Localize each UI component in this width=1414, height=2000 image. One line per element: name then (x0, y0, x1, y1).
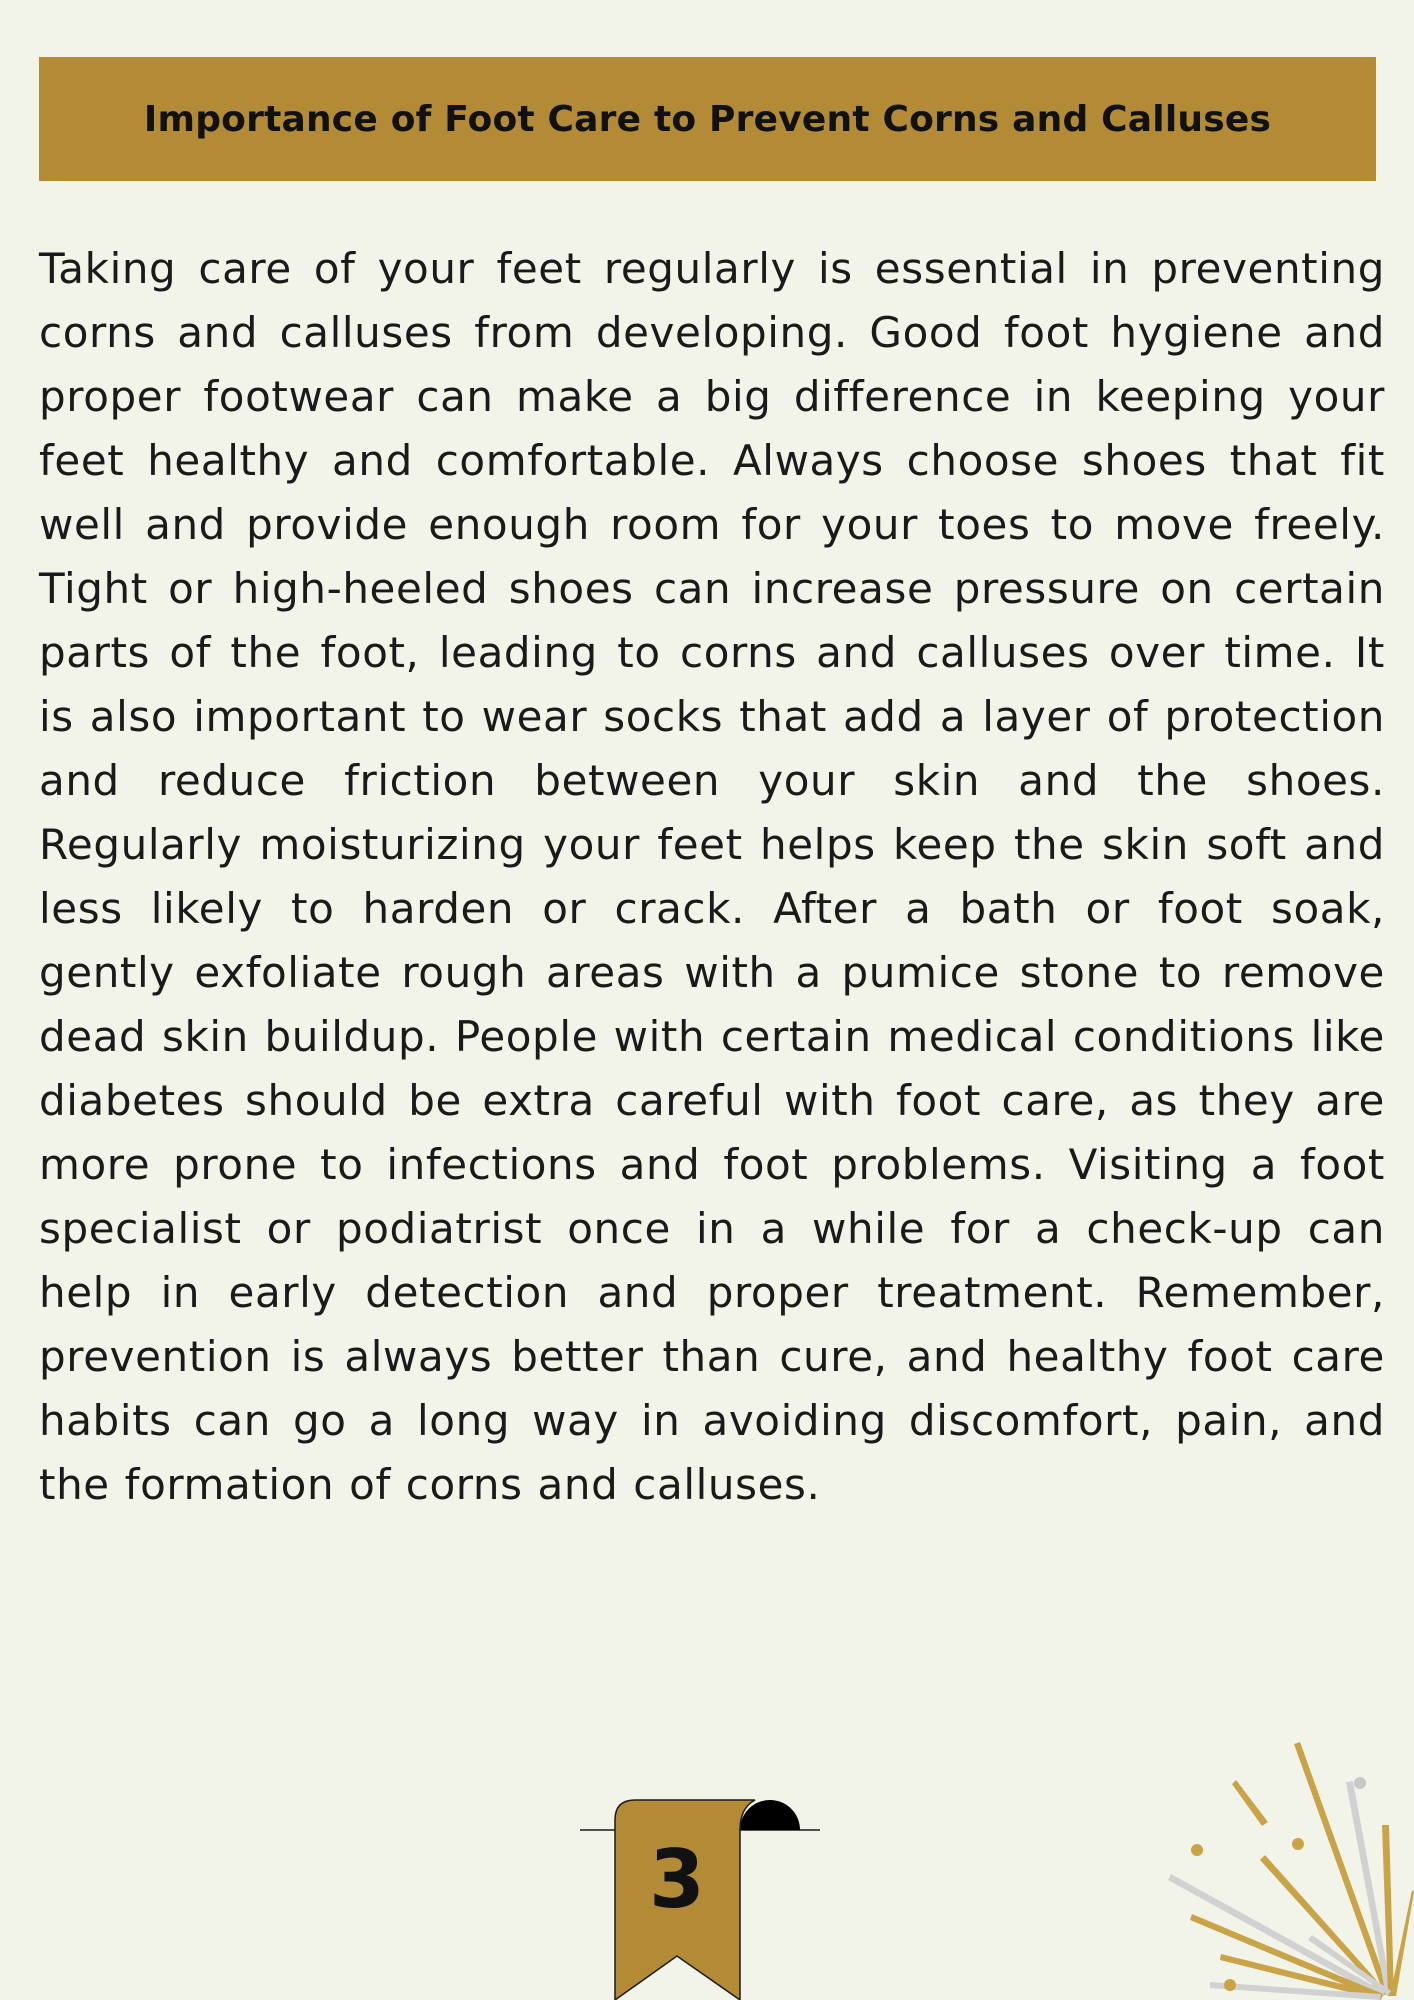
page-number: 3 (649, 1833, 705, 1926)
title-banner (39, 57, 1376, 181)
firework-burst-icon (1150, 1730, 1414, 2000)
body-paragraph: Taking care of your feet regularly is essential in preventing corns and calluses from developing. Good foot hygiene and proper footwear can make a big difference in keeping your feet healthy and comfortable. Always choose shoes that fit well and provide enough room for your toes to move freely. Tight or high-heeled shoes can increase pressure on certain parts of the foot, leading to corns and calluses over time. It is also important to wear socks that add a layer of protection and reduce friction between your skin and the shoes. Regularly moisturizing your feet helps keep the skin soft and less likely to harden or crack. After a bath or foot soak, gently exfoliate rough areas with a pumice stone to remove dead skin buildup. People with certain medical conditions like diabetes should be extra careful with foot care, as they are more prone to infections and foot problems. Visiting a foot specialist or podiatrist once in a while for a check-up can help in early detection and proper treatment. Remember, prevention is always better than cure, and healthy foot care habits can go a long way in avoiding discomfort, pain, and the formation of corns and calluses. (39, 244, 1385, 1509)
page-title: Importance of Foot Care to Prevent Corns and Calluses (143, 98, 1272, 140)
